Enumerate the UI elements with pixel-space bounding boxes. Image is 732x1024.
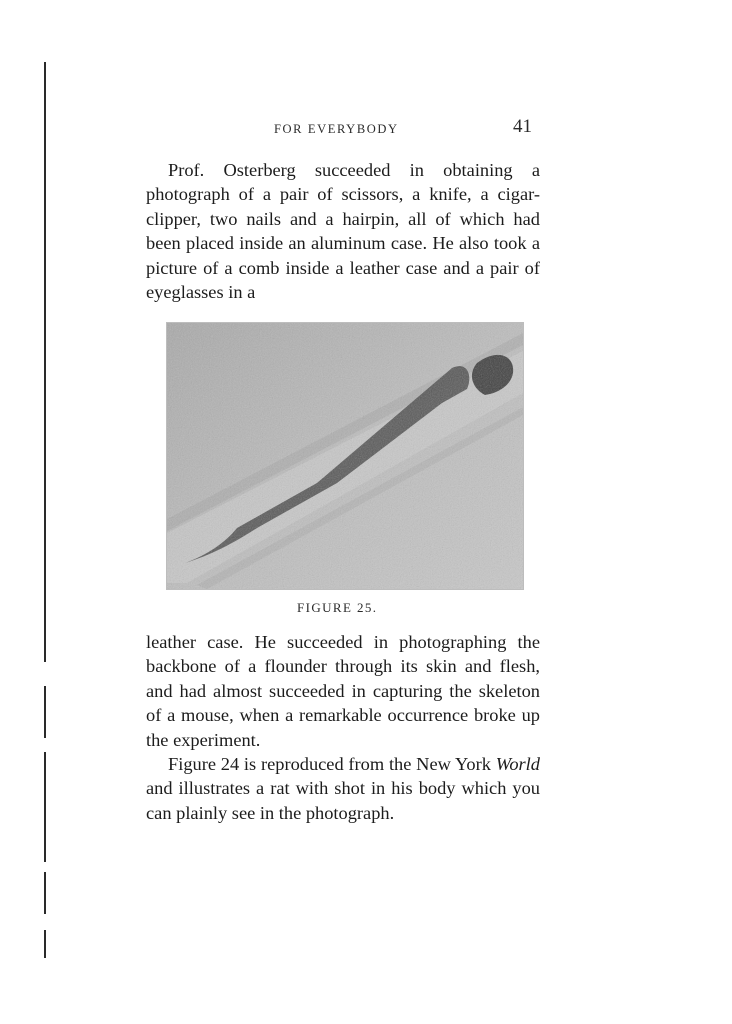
scan-margin-line [44,752,46,862]
figure-caption: FIGURE 25. [297,600,378,615]
page-number: 41 [513,116,532,137]
newspaper-title: World [495,754,540,774]
paragraph-1: Prof. Osterberg succeeded in obtaining a photograph of a pair of scissors, a knife, a cigar-clipper, two nails and a hairpin, all of which had been placed inside an aluminum case. He also took a picture of a comb inside a leather case and a pair of eyeglasses in a [146,160,540,303]
paragraph-2: leather case. He succeeded in photographing the backbone of a flounder through its skin and flesh, and had almost succeeded in capturing the skeleton of a mouse, when a remarkable occurrence broke up the experiment. [146,632,540,750]
x-ray-photo [167,323,523,589]
scan-margin-line [44,930,46,958]
scan-margin-line [44,686,46,738]
paragraph-3-text: Figure 24 is reproduced from the New York [168,754,496,774]
running-head: FOR EVERYBODY [274,122,399,136]
paragraph-3 [146,752,540,825]
scan-margin-line [44,872,46,914]
figure-photograph [166,322,524,590]
paragraph-3-text-continued: and illustrates a rat with shot in his body which you can plainly see in the photograph. [146,778,540,823]
scan-margin-line [44,62,46,662]
